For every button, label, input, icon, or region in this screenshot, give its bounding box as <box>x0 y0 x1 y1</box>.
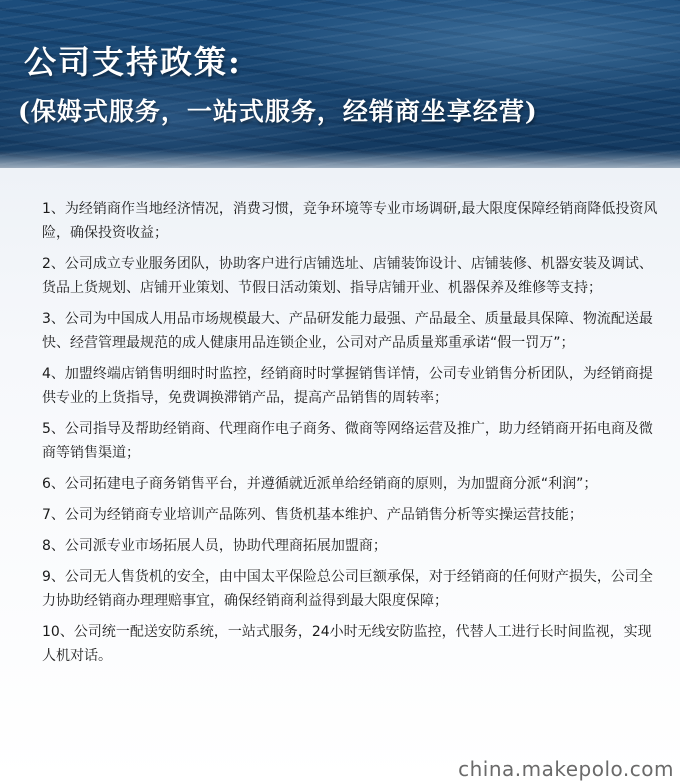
page-title: 公司支持政策: <box>24 43 242 81</box>
policy-item-6: 6、公司拓建电子商务销售平台，并遵循就近派单给经销商的原则，为加盟商分派“利润”； <box>42 476 598 492</box>
policy-item-2: 2、公司成立专业服务团队，协助客户进行店铺选址、店铺装饰设计、店铺装修、机器安装及调试、货品上货规划、店铺开业策划、节假日活动策划、指导店铺开业、机器保养及维修等支持； <box>42 256 653 296</box>
policy-content <box>0 168 680 782</box>
site-watermark: china.makepolo.com <box>458 757 674 781</box>
policy-item-1: 1、为经销商作当地经济情况，消费习惯，竞争环境等专业市场调研,最大限度保障经销商降低投资风险，确保投资收益； <box>42 201 658 241</box>
policy-item-9: 9、公司无人售货机的安全，由中国太平保险总公司巨额承保，对于经销商的任何财产损失，公司全力协助经销商办理理赔事宜，确保经销商利益得到最大限度保障； <box>42 569 653 609</box>
policy-list <box>42 197 660 675</box>
policy-item-8: 8、公司派专业市场拓展人员，协助代理商拓展加盟商； <box>42 538 387 554</box>
policy-item-5: 5、公司指导及帮助经销商、代理商作电子商务、微商等网络运营及推广，助力经销商开拓电商及微商等销售渠道； <box>42 421 653 461</box>
ocean-banner <box>0 0 680 168</box>
policy-item-7: 7、公司为经销商专业培训产品陈列、售货机基本维护、产品销售分析等实操运营技能； <box>42 507 583 523</box>
policy-item-3: 3、公司为中国成人用品市场规模最大、产品研发能力最强、产品最全、质量最具保障、物流配送最快、经营管理最规范的成人健康用品连锁企业，公司对产品质量郑重承诺“假一罚万”； <box>42 311 653 351</box>
policy-item-10: 10、公司统一配送安防系统，一站式服务，24小时无线安防监控，代替人工进行长时间监视，实现人机对话。 <box>42 624 652 664</box>
policy-item-4: 4、加盟终端店销售明细时时监控，经销商时时掌握销售详情，公司专业销售分析团队，为经销商提供专业的上货指导，免费调换滞销产品，提高产品销售的周转率； <box>42 366 653 406</box>
page-subtitle: (保姆式服务，一站式服务，经销商坐享经营) <box>18 97 538 126</box>
